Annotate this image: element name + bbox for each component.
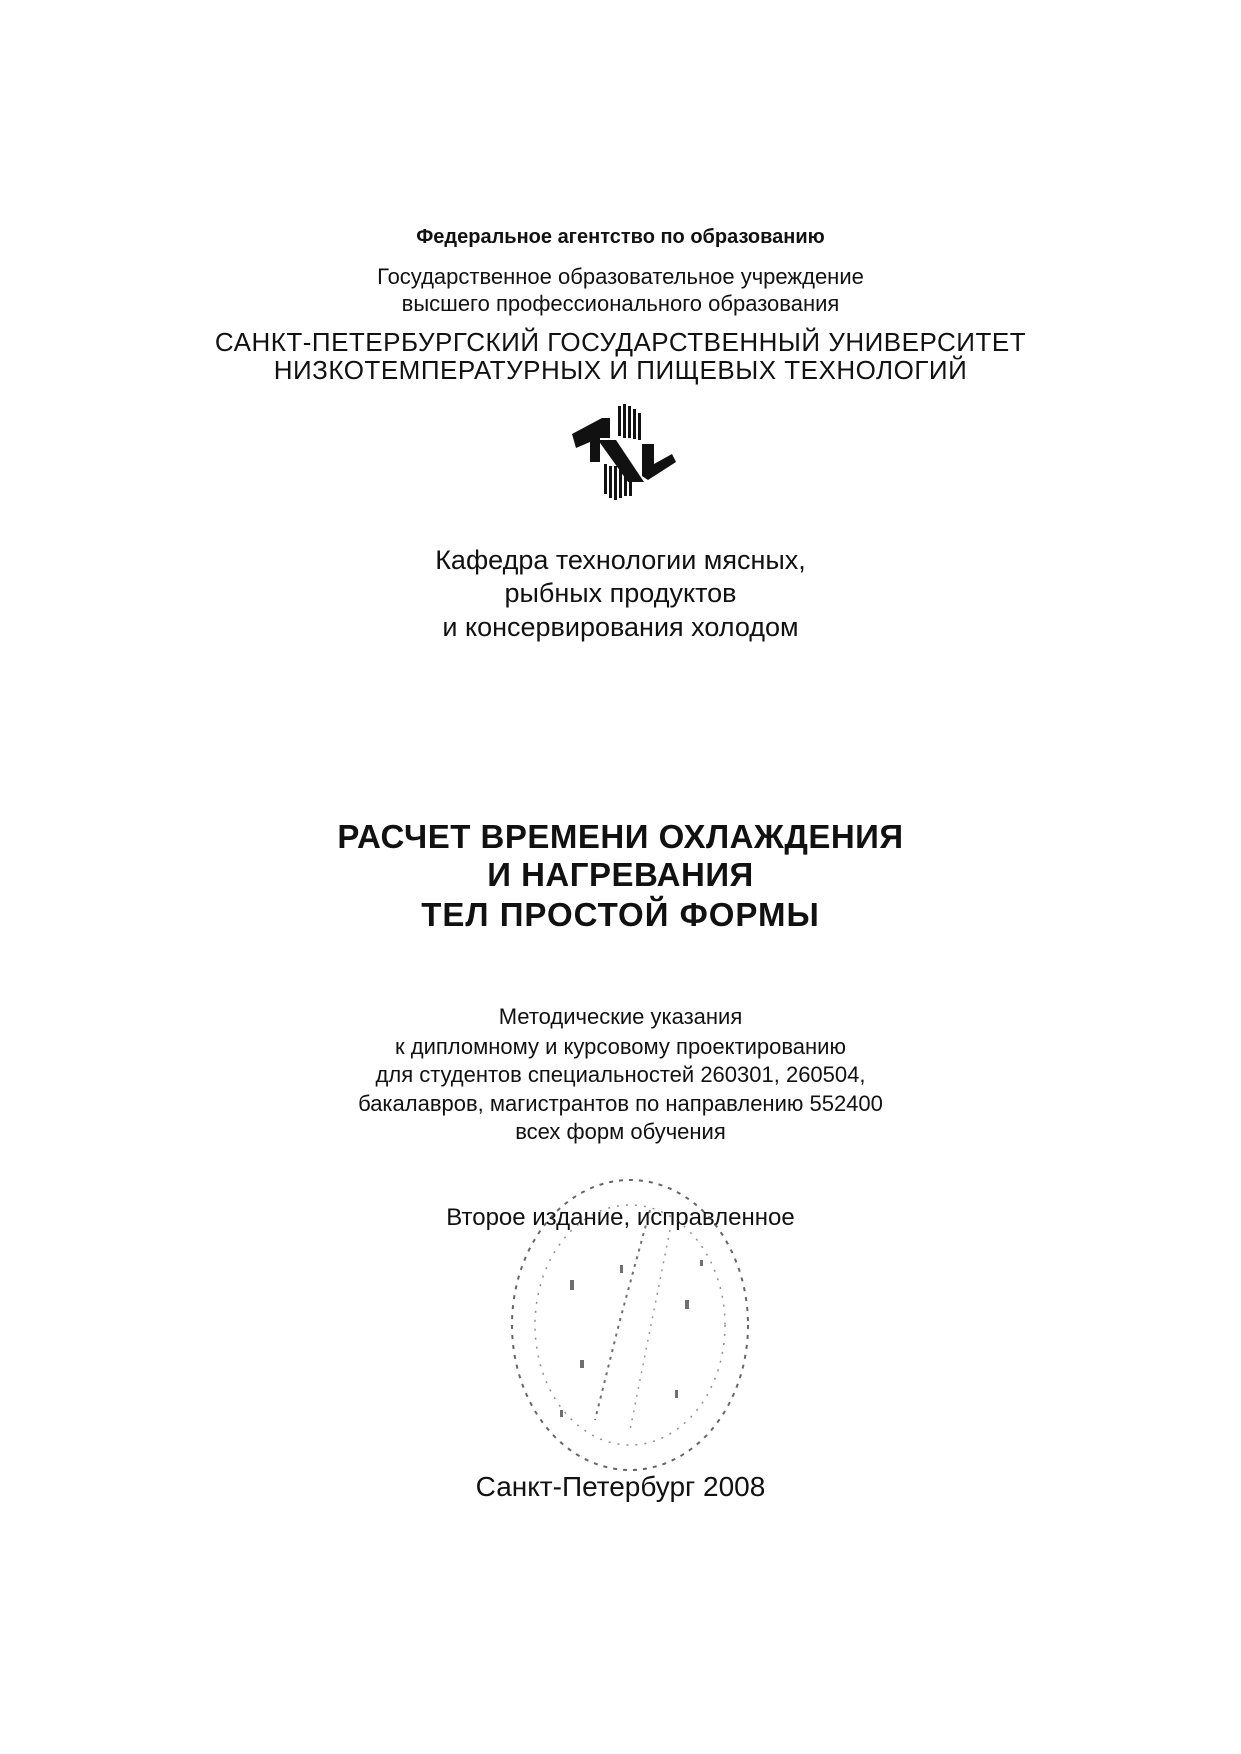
institution-type-line1: Государственное образовательное учреждение bbox=[377, 264, 864, 289]
description-line4: бакалавров, магистрантов по направлению 552400 bbox=[358, 1091, 883, 1116]
description-line3: для студентов специальностей 260301, 260504, bbox=[375, 1062, 866, 1087]
description-line1: Методические указания bbox=[498, 1004, 743, 1029]
university-name-line2: НИЗКОТЕМПЕРАТУРНЫХ И ПИЩЕВЫХ ТЕХНОЛОГИЙ bbox=[273, 355, 968, 385]
document-title-line3: ТЕЛ ПРОСТОЙ ФОРМЫ bbox=[421, 896, 820, 933]
edition-note: Второе издание, исправленное bbox=[446, 1204, 795, 1231]
document-title-line2: И НАГРЕВАНИЯ bbox=[487, 856, 754, 893]
library-stamp-icon bbox=[500, 1170, 760, 1480]
document-title-line1: РАСЧЕТ ВРЕМЕНИ ОХЛАЖДЕНИЯ bbox=[337, 818, 904, 855]
description-line5: всех форм обучения bbox=[515, 1119, 726, 1144]
university-name-line1: САНКТ-ПЕТЕРБУРГСКИЙ ГОСУДАРСТВЕННЫЙ УНИВЕРСИТЕТ bbox=[214, 327, 1027, 357]
description-line2: к дипломному и курсовому проектированию bbox=[395, 1034, 846, 1059]
publication-place-year: Санкт-Петербург 2008 bbox=[475, 1471, 766, 1502]
agency-name: Федеральное агентство по образованию bbox=[416, 226, 825, 248]
institution-type-line2: высшего профессионального образования bbox=[401, 291, 840, 316]
department-line1: Кафедра технологии мясных, bbox=[435, 545, 806, 575]
university-logo-icon bbox=[570, 404, 680, 500]
department-line2: рыбных продуктов bbox=[504, 578, 737, 608]
department-line3: и консервирования холодом bbox=[442, 612, 799, 642]
